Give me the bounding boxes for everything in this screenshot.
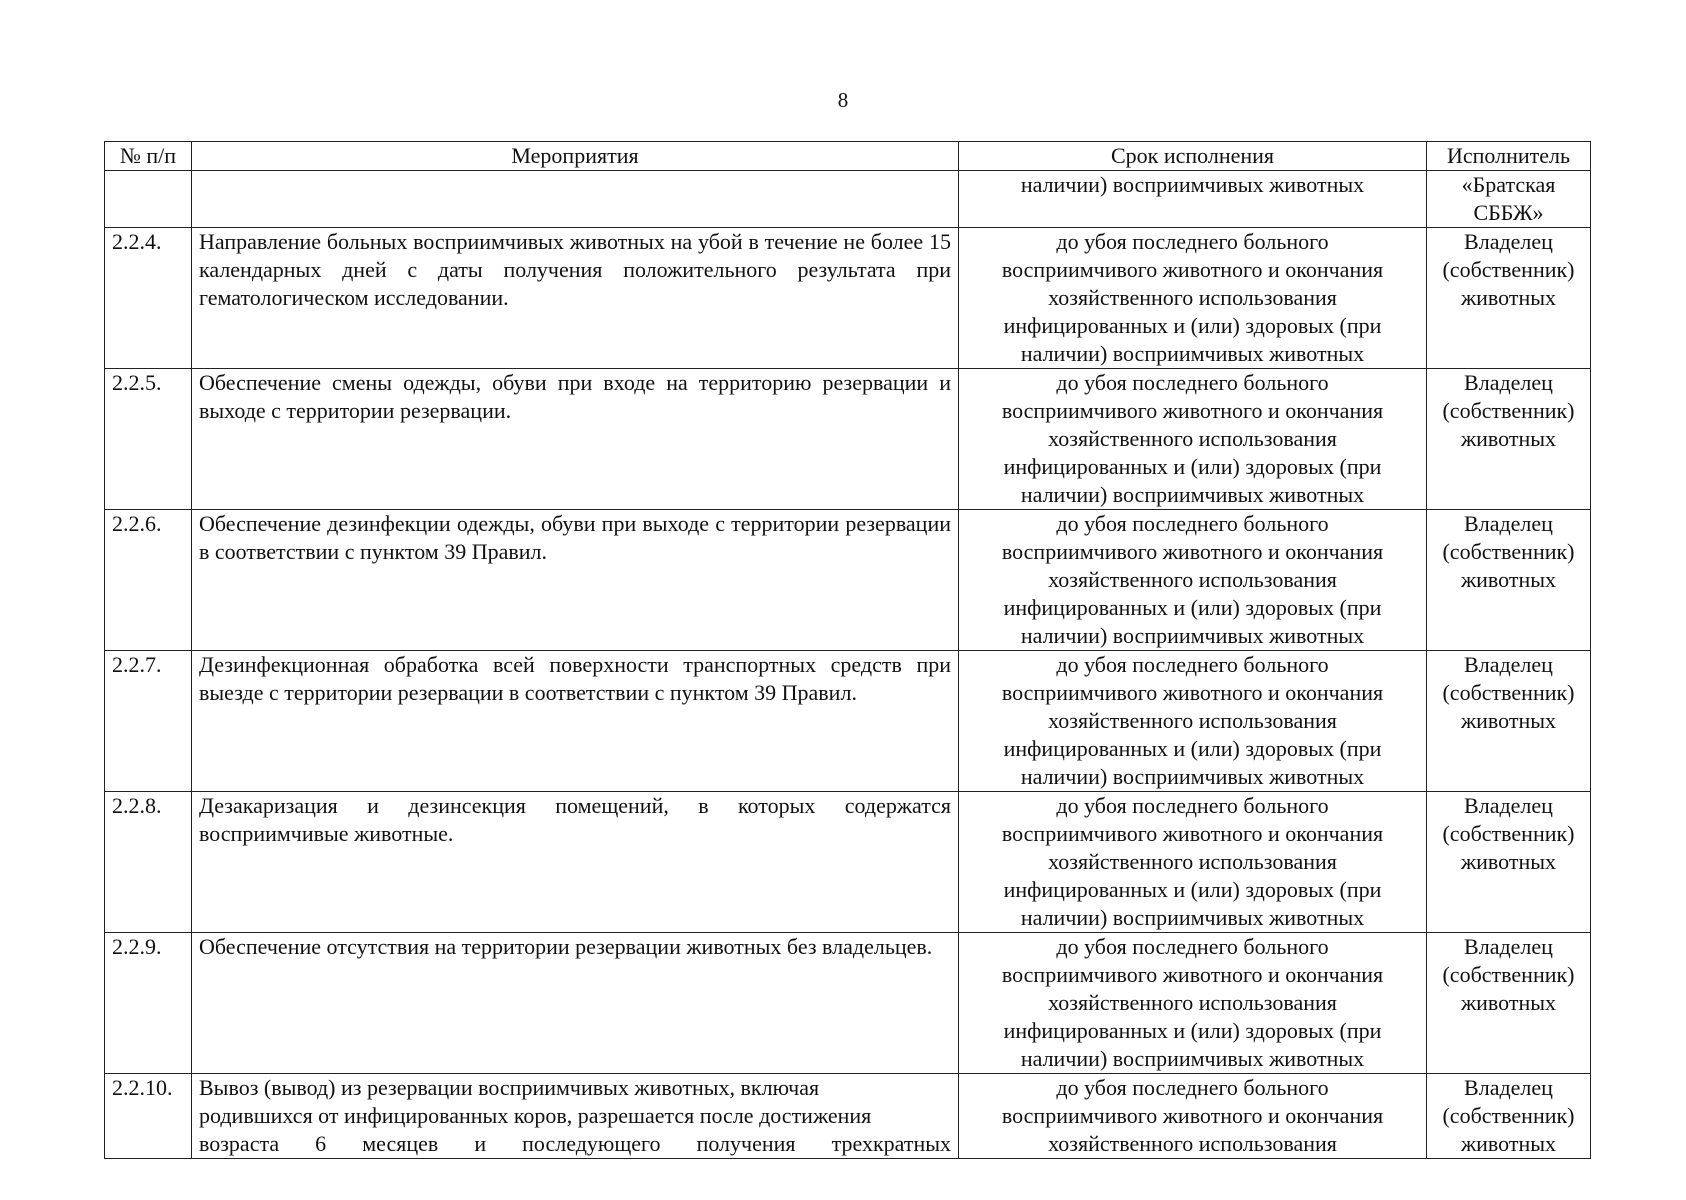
executor-line: (собственник) [1442, 1103, 1575, 1128]
activity-line: Вывоз (вывод) из резервации восприимчивых животных, включая [199, 1075, 820, 1100]
term-line: инфицированных и (или) здоровых (при [1003, 454, 1382, 479]
term-line: восприимчивого животного и окончания [1001, 1103, 1384, 1128]
row-executor [1427, 1074, 1591, 1159]
executor-line: (собственник) [1442, 539, 1575, 564]
term-line: наличии) восприимчивых животных [1020, 341, 1365, 366]
activity-line: родившихся от инфицированных коров, разрешается после достижения [199, 1103, 872, 1128]
executor-line: (собственник) [1442, 398, 1575, 423]
term-line: до убоя последнего больного [1056, 652, 1329, 677]
term-line: хозяйственного использования [1048, 1131, 1337, 1156]
row-term [959, 1074, 1427, 1159]
term-line: хозяйственного использования [1048, 849, 1337, 874]
term-line: восприимчивого животного и окончания [1001, 539, 1384, 564]
row-term [959, 369, 1427, 510]
term-line: наличии) восприимчивых животных [1020, 905, 1365, 930]
row-activity: Дезакаризация и дезинсекция помещений, в которых содержатся восприимчивые животные. [192, 792, 959, 933]
row-number [105, 171, 192, 228]
row-executor: «Братская СББЖ» [1427, 171, 1591, 228]
row-number: 2.2.9. [105, 933, 192, 1074]
executor-line: животных [1460, 285, 1557, 310]
row-executor [1427, 510, 1591, 651]
executor-line: животных [1460, 567, 1557, 592]
table-row [105, 1074, 1591, 1159]
row-executor [1427, 933, 1591, 1074]
table-row [105, 792, 1591, 933]
row-number: 2.2.4. [105, 228, 192, 369]
term-line: до убоя последнего больного [1056, 511, 1329, 536]
continuation-row [105, 171, 1591, 228]
row-number: 2.2.10. [105, 1074, 192, 1159]
executor-line: животных [1460, 708, 1557, 733]
term-line: инфицированных и (или) здоровых (при [1003, 736, 1382, 761]
term-line: восприимчивого животного и окончания [1001, 821, 1384, 846]
executor-line: Владелец [1464, 511, 1553, 536]
term-line: до убоя последнего больного [1056, 229, 1329, 254]
row-term [959, 228, 1427, 369]
row-activity: Обеспечение дезинфекции одежды, обуви при выходе с территории резервации в соответствии с пунктом 39 Правил. [192, 510, 959, 651]
term-line: хозяйственного использования [1048, 426, 1337, 451]
term-line: до убоя последнего больного [1056, 793, 1329, 818]
term-line: наличии) восприимчивых животных [1020, 764, 1365, 789]
row-term: наличии) восприимчивых животных [959, 171, 1427, 228]
executor-line: животных [1460, 990, 1557, 1015]
row-activity: Обеспечение отсутствия на территории резервации животных без владельцев. [192, 933, 959, 1074]
term-line: до убоя последнего больного [1056, 1075, 1329, 1100]
row-activity [192, 1074, 959, 1159]
row-number: 2.2.7. [105, 651, 192, 792]
header-number: № п/п [105, 142, 192, 171]
term-line: инфицированных и (или) здоровых (при [1003, 595, 1382, 620]
executor-line: животных [1460, 1131, 1557, 1156]
executor-line: Владелец [1464, 934, 1553, 959]
executor-line: Владелец [1464, 370, 1553, 395]
executor-line: животных [1460, 426, 1557, 451]
term-line: восприимчивого животного и окончания [1001, 680, 1384, 705]
row-activity: Направление больных восприимчивых животных на убой в течение не более 15 календарных дней с даты получения положительного результата при гематологическом исследовании. [192, 228, 959, 369]
row-activity [192, 171, 959, 228]
executor-line: Владелец [1464, 1075, 1553, 1100]
executor-line: животных [1460, 849, 1557, 874]
term-line: хозяйственного использования [1048, 567, 1337, 592]
row-number: 2.2.6. [105, 510, 192, 651]
term-line: восприимчивого животного и окончания [1001, 257, 1384, 282]
executor-line: Владелец [1464, 229, 1553, 254]
term-line: инфицированных и (или) здоровых (при [1003, 313, 1382, 338]
row-executor [1427, 792, 1591, 933]
term-line: хозяйственного использования [1048, 708, 1337, 733]
table-row [105, 369, 1591, 510]
table-header-row [105, 142, 1591, 171]
row-number: 2.2.5. [105, 369, 192, 510]
row-term [959, 933, 1427, 1074]
activity-line: возраста 6 месяцев и последующего получения трехкратных [199, 1131, 951, 1156]
row-term [959, 510, 1427, 651]
table-row [105, 651, 1591, 792]
row-term [959, 651, 1427, 792]
header-activity: Мероприятия [192, 142, 959, 171]
table-row [105, 933, 1591, 1074]
executor-line: (собственник) [1442, 257, 1575, 282]
term-line: хозяйственного использования [1048, 285, 1337, 310]
row-executor [1427, 228, 1591, 369]
executor-line: (собственник) [1442, 962, 1575, 987]
executor-line: (собственник) [1442, 821, 1575, 846]
term-line: наличии) восприимчивых животных [1020, 623, 1365, 648]
term-line: инфицированных и (или) здоровых (при [1003, 877, 1382, 902]
row-activity: Обеспечение смены одежды, обуви при входе на территорию резервации и выходе с территории резервации. [192, 369, 959, 510]
table-row [105, 228, 1591, 369]
table-row [105, 510, 1591, 651]
term-line: восприимчивого животного и окончания [1001, 398, 1384, 423]
term-line: инфицированных и (или) здоровых (при [1003, 1018, 1382, 1043]
executor-line: Владелец [1464, 793, 1553, 818]
header-term: Срок исполнения [959, 142, 1427, 171]
row-activity: Дезинфекционная обработка всей поверхности транспортных средств при выезде с территории резервации в соответствии с пунктом 39 Правил. [192, 651, 959, 792]
term-line: наличии) восприимчивых животных [1020, 1046, 1365, 1071]
header-executor: Исполнитель [1427, 142, 1591, 171]
row-term [959, 792, 1427, 933]
term-line: до убоя последнего больного [1056, 934, 1329, 959]
executor-line: (собственник) [1442, 680, 1575, 705]
measures-table [104, 141, 1591, 1159]
term-line: наличии) восприимчивых животных [1020, 482, 1365, 507]
row-executor [1427, 651, 1591, 792]
row-number: 2.2.8. [105, 792, 192, 933]
executor-line: Владелец [1464, 652, 1553, 677]
term-line: восприимчивого животного и окончания [1001, 962, 1384, 987]
page-number: 8 [837, 88, 849, 112]
row-executor [1427, 369, 1591, 510]
term-line: до убоя последнего больного [1056, 370, 1329, 395]
term-line: хозяйственного использования [1048, 990, 1337, 1015]
